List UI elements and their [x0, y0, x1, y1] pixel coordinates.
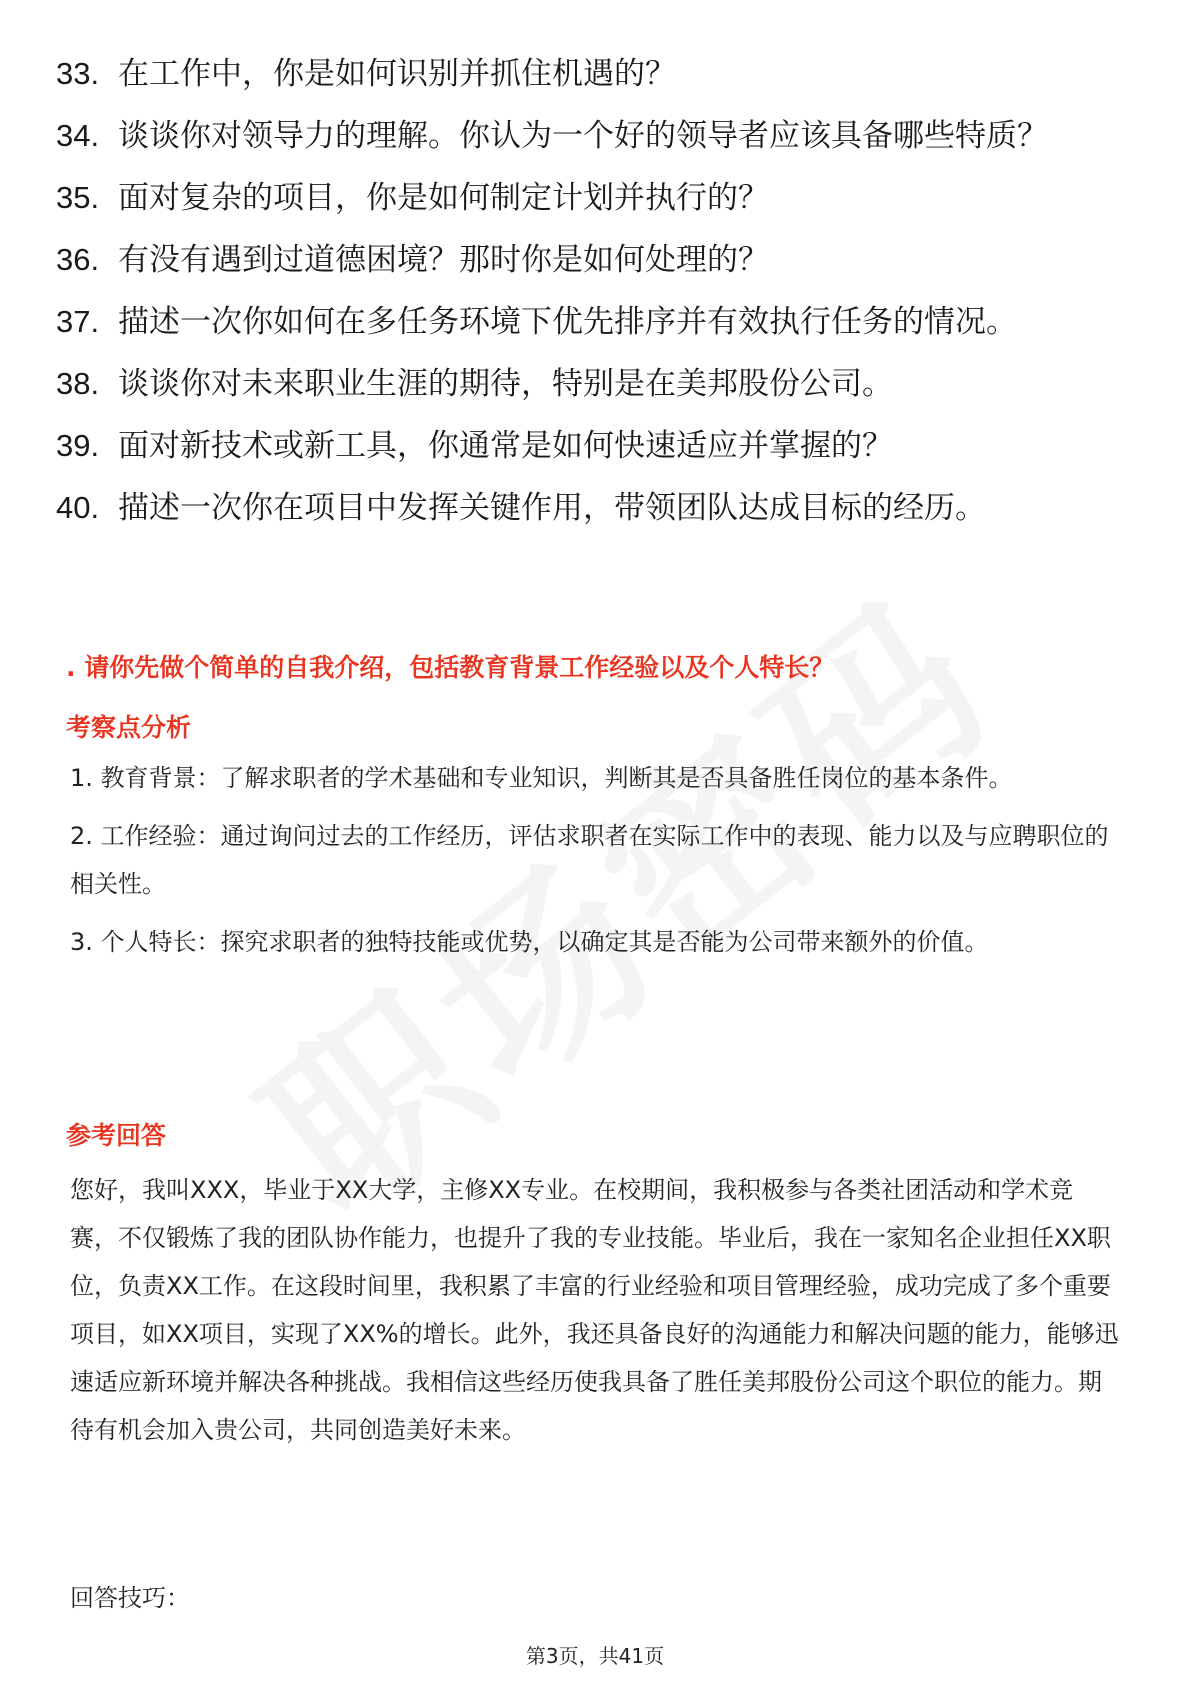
question-text: 面对复杂的项目，你是如何制定计划并执行的？	[118, 180, 769, 216]
question-item	[56, 486, 1136, 530]
analysis-title: 考察点分析	[66, 713, 192, 742]
answer-body	[70, 1166, 1120, 1454]
question-number: 39.	[56, 428, 100, 463]
answer-title: 参考回答	[66, 1121, 167, 1150]
page-footer: 第3页，共41页	[525, 1644, 665, 1668]
question-text: 在工作中，你是如何识别并抓住机遇的？	[118, 56, 676, 92]
question-number: 34.	[56, 118, 100, 153]
question-number: 36.	[56, 242, 100, 277]
question-number: 40.	[56, 490, 100, 525]
question-list	[56, 52, 1136, 548]
question-item	[56, 424, 1136, 468]
question-text: 有没有遇到过道德困境？那时你是如何处理的？	[118, 242, 769, 278]
question-heading: . 请你先做个简单的自我介绍，包括教育背景工作经验以及个人特长？	[66, 653, 835, 682]
question-item	[56, 176, 1136, 220]
question-number: 35.	[56, 180, 100, 215]
question-text: 描述一次你在项目中发挥关键作用，带领团队达成目标的经历。	[118, 490, 986, 526]
answer-text: 您好，我叫XXX，毕业于XX大学，主修XX专业。在校期间，我积极参与各类社团活动和学术竞赛，不仅锻炼了我的团队协作能力，也提升了我的专业技能。毕业后，我在一家知名企业担任XX职位，负责XX工作。在这段时间里，我积累了丰富的行业经验和项目管理经验，成功完成了多个重要项目，如XX项目，实现了XX%的增长。此外，我还具备良好的沟通能力和解决问题的能力，能够迅速适应新环境并解决各种挑战。我相信这些经历使我具备了胜任美邦股份公司这个职位的能力。期待有机会加入贵公司，共同创造美好未来。	[70, 1176, 1119, 1444]
question-text: 描述一次你如何在多任务环境下优先排序并有效执行任务的情况。	[118, 304, 1017, 340]
question-text: 面对新技术或新工具，你通常是如何快速适应并掌握的？	[118, 428, 893, 464]
question-item	[56, 362, 1136, 406]
answer-tips-label: 回答技巧：	[70, 1584, 190, 1612]
analysis-item: 3. 个人特长：探究求职者的独特技能或优势，以确定其是否能为公司带来额外的价值。	[70, 928, 989, 956]
question-item	[56, 300, 1136, 344]
question-number: 37.	[56, 304, 100, 339]
analysis-list	[70, 754, 1120, 976]
question-item	[56, 114, 1136, 158]
analysis-item: 2. 工作经验：通过询问过去的工作经历，评估求职者在实际工作中的表现、能力以及与应聘职位的相关性。	[70, 822, 1109, 898]
question-item	[56, 52, 1136, 96]
question-number: 33.	[56, 56, 100, 91]
analysis-item: 1. 教育背景：了解求职者的学术基础和专业知识，判断其是否具备胜任岗位的基本条件。	[70, 764, 1013, 792]
question-text: 谈谈你对领导力的理解。你认为一个好的领导者应该具备哪些特质？	[118, 118, 1048, 154]
question-number: 38.	[56, 366, 100, 401]
question-item	[56, 238, 1136, 282]
question-text: 谈谈你对未来职业生涯的期待，特别是在美邦股份公司。	[118, 366, 893, 402]
